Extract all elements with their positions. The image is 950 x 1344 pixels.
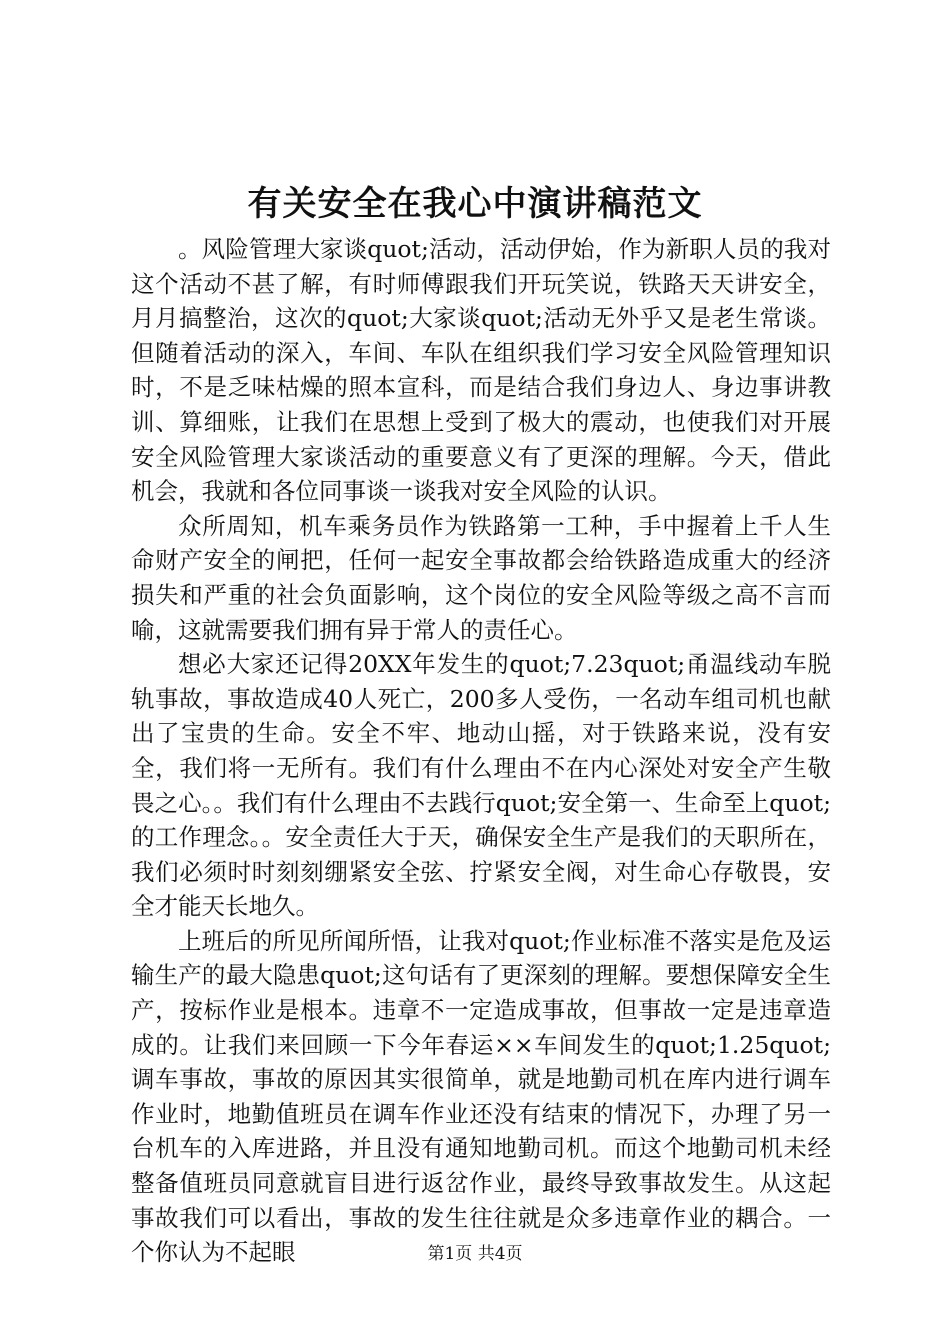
paragraph: 上班后的所见所闻所悟，让我对quot;作业标准不落实是危及运输生产的最大隐患quot;这句话有了更深刻的理解。要想保障安全生产，按标作业是根本。违章不一定造成事故，但事故一定是违章造成的。让我们来回顾一下今年春运××车间发生的quot;1.25quot;调车事故，事故的原因其实很简单，就是地勤司机在库内进行调车作业时，地勤值班员在调车作业还没有结束的情况下，办理了另一台机车的入库进路，并且没有通知地勤司机。而这个地勤司机未经整备值班员同意就盲目进行返岔作业，最终导致事故发生。从这起事故我们可以看出，事故的发生往往就是众多违章作业的耦合。一个你认为不起眼 — [131, 926, 831, 1267]
document-body — [131, 232, 831, 1270]
paragraph: 众所周知，机车乘务员作为铁路第一工种，手中握着上千人生命财产安全的闸把，任何一起安全事故都会给铁路造成重大的经济损失和严重的社会负面影响，这个岗位的安全风险等级之高不言而喻，这就需要我们拥有异于常人的责任心。 — [131, 511, 831, 644]
page-number-footer: 第1页 共4页 — [427, 1244, 523, 1264]
document-title: 有关安全在我心中演讲稿范文 — [247, 184, 703, 224]
paragraph: 。风险管理大家谈quot;活动，活动伊始，作为新职人员的我对这个活动不甚了解，有时师傅跟我们开玩笑说，铁路天天讲安全，月月搞整治，这次的quot;大家谈quot;活动无外乎又是老生常谈。但随着活动的深入，车间、车队在组织我们学习安全风险管理知识时，不是乏味枯燥的照本宣科，而是结合我们身边人、身边事讲教训、算细账，让我们在思想上受到了极大的震动，也使我们对开展安全风险管理大家谈活动的重要意义有了更深的理解。今天，借此机会，我就和各位同事谈一谈我对安全风险的认识。 — [131, 235, 831, 506]
paragraph: 想必大家还记得20XX年发生的quot;7.23quot;甬温线动车脱轨事故，事故造成40人死亡，200多人受伤，一名动车组司机也献出了宝贵的生命。安全不牢、地动山摇，对于铁路来说，没有安全，我们将一无所有。我们有什么理由不在内心深处对安全产生敬畏之心。。我们有什么理由不去践行quot;安全第一、生命至上quot;的工作理念。。安全责任大于天，确保安全生产是我们的天职所在，我们必须时时刻刻绷紧安全弦、拧紧安全阀，对生命心存敬畏，安全才能天长地久。 — [131, 650, 831, 921]
